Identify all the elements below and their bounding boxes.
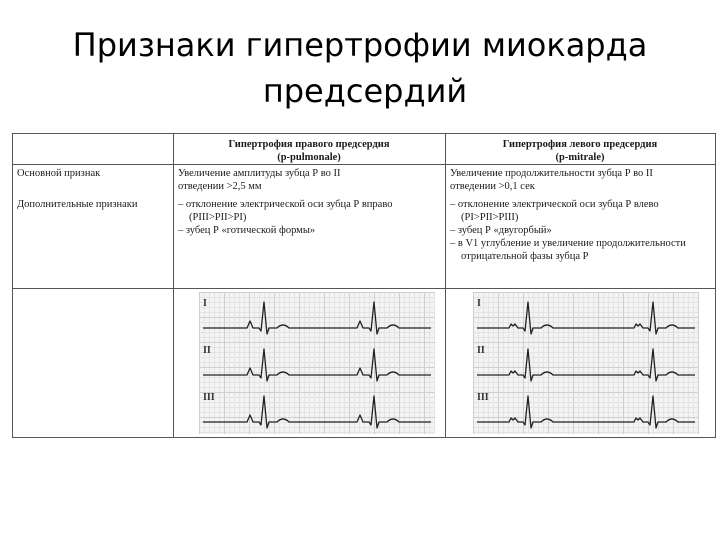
ecg-lead-trace bbox=[477, 396, 695, 428]
list-dash: – bbox=[450, 225, 456, 236]
header-right-atrium-line1: Гипертрофия правого предсердия bbox=[228, 139, 390, 150]
left-atrium-extra-signs bbox=[450, 198, 712, 263]
header-left-atrium bbox=[445, 138, 715, 164]
left-atrium-main-line1: Увеличение продолжительности зубца Р во II bbox=[450, 168, 653, 179]
left-atrium-extra-item bbox=[450, 237, 712, 263]
right-atrium-main-line1: Увеличение амплитуды зубца Р во II bbox=[178, 168, 341, 179]
left-atrium-main-line2: отведении >0,1 сек bbox=[450, 181, 535, 192]
header-left-atrium-line2: (p-mitrale) bbox=[555, 152, 605, 163]
title-line-2: предсердий bbox=[262, 72, 468, 110]
table-column-divider-1 bbox=[173, 134, 174, 437]
list-item-text: отклонение электрической оси зубца Р влево (РI>РII>РIII) bbox=[457, 199, 659, 223]
ecg-lead-label: I bbox=[477, 298, 481, 309]
slide-title bbox=[0, 22, 720, 114]
right-atrium-main-line2: отведении >2,5 мм bbox=[178, 181, 262, 192]
left-atrium-extra-item bbox=[450, 224, 712, 237]
header-left-atrium-line1: Гипертрофия левого предсердия bbox=[502, 139, 658, 150]
list-dash: – bbox=[450, 199, 456, 210]
list-item-text: зубец Р «двугорбый» bbox=[457, 225, 552, 236]
header-right-atrium-line2: (p-pulmonale) bbox=[277, 152, 341, 163]
right-atrium-extra-signs bbox=[178, 198, 440, 237]
ecg-lead-label: I bbox=[203, 298, 207, 309]
list-dash: – bbox=[178, 199, 184, 210]
ecg-p-pulmonale bbox=[199, 292, 435, 434]
ecg-lead-trace bbox=[203, 349, 431, 381]
list-dash: – bbox=[178, 225, 184, 236]
left-atrium-main-sign bbox=[450, 167, 712, 193]
right-atrium-extra-item bbox=[178, 224, 440, 237]
ecg-lead-trace bbox=[477, 302, 695, 334]
left-atrium-extra-item bbox=[450, 198, 712, 224]
criteria-table bbox=[12, 133, 716, 438]
ecg-trace-svg bbox=[473, 292, 699, 434]
row-label-main: Основной признак bbox=[17, 168, 101, 179]
table-column-divider-2 bbox=[445, 134, 446, 437]
ecg-trace-svg bbox=[199, 292, 435, 434]
ecg-lead-trace bbox=[203, 302, 431, 334]
header-right-atrium bbox=[173, 138, 445, 164]
list-dash: – bbox=[450, 238, 456, 249]
ecg-lead-label: II bbox=[477, 345, 485, 356]
ecg-lead-trace bbox=[477, 349, 695, 381]
list-item-text: отклонение электрической оси зубца Р вправо (РIII>РII>РI) bbox=[185, 199, 393, 223]
row-label-extra: Дополнительные признаки bbox=[17, 199, 138, 210]
right-atrium-extra-item bbox=[178, 198, 440, 224]
table-row-divider-ecg bbox=[13, 288, 715, 289]
right-atrium-main-sign bbox=[178, 167, 440, 193]
list-item-text: зубец Р «готической формы» bbox=[185, 225, 316, 236]
ecg-p-mitrale bbox=[473, 292, 699, 434]
table-row-divider-header bbox=[13, 164, 715, 165]
ecg-lead-label: II bbox=[203, 345, 211, 356]
ecg-lead-label: III bbox=[477, 392, 489, 403]
title-line-1: Признаки гипертрофии миокарда bbox=[72, 26, 648, 64]
list-item-text: в V1 углубление и увеличение продолжительности отрицательной фазы зубца Р bbox=[457, 238, 686, 262]
ecg-lead-label: III bbox=[203, 392, 215, 403]
ecg-lead-trace bbox=[203, 396, 431, 428]
